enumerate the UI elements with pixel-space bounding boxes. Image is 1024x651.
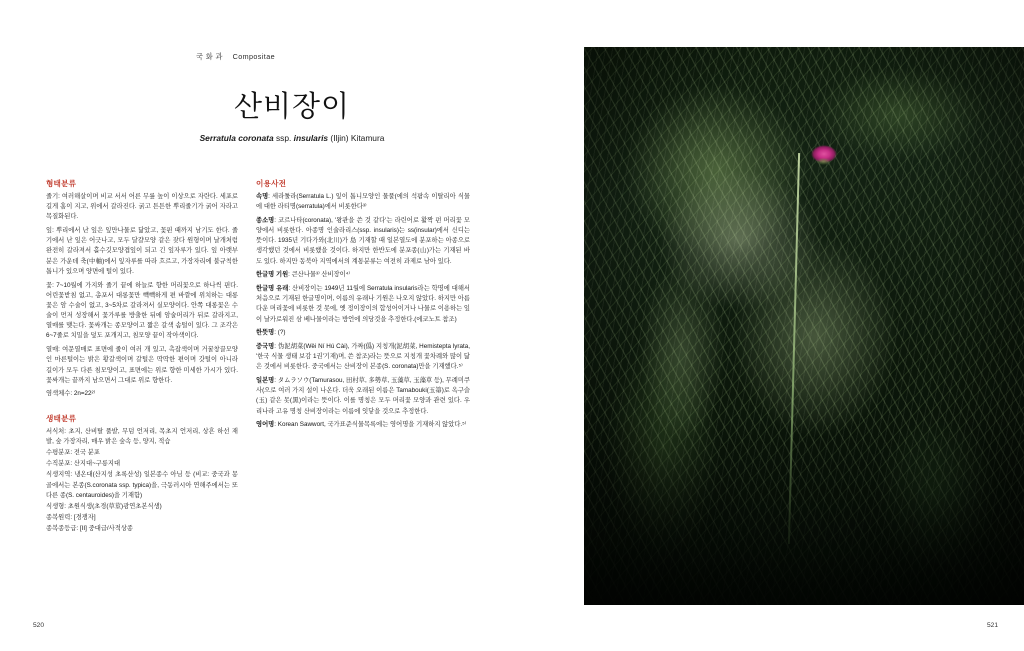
scientific-name-authority: (Iljin) Kitamura: [330, 133, 385, 143]
paragraph-vegetation-type: 식생형: 초원식생(초경(草莖)광연초본식생): [46, 502, 162, 510]
entry-text: (?): [277, 329, 286, 337]
page-title: 산비장이: [233, 89, 351, 123]
entry-label: 한뜻명: [256, 329, 275, 337]
entry-english-name: 영어명: Korean Sawwort, 국가표준식물목록에는 영어명을 기재하지 않았다.⁵⁾: [256, 421, 467, 429]
entry-label: 영어명: [256, 421, 275, 429]
entry-korean-name-origin: 한글명 기원: 큰산나물³⁾ 산비장이⁴⁾: [256, 271, 350, 279]
entry-text: 세라툴라(Serratula L.) 잎이 톱니모양인 물풀(에의 석팜속 이탈리아 식물에 대한 라티명(serratula)에서 비롯한다³⁾: [256, 193, 470, 211]
scientific-name-subspecies: insularis: [293, 133, 329, 143]
text-columns: [46, 178, 546, 535]
entry-text: 큰산나물³⁾ 산비장이⁴⁾: [291, 271, 350, 279]
paragraph-restoration-capacity: 종복원력: [경쟁자]: [46, 514, 96, 522]
entry-text: 산비장이는 1949년 11월에 Serratula insularis라는 학명에 대해서 처음으로 기재된 한글명이며, 이름의 유래나 기원은 나오지 않았다. 하지만 아름다운 머리꽃에 비롯한 것 못에, 옛 정이장이의 합성어이거나 나물로 이용하는 잎이 날카로워진 삼 베나물이라는 방언에 의당것을 추정한다.(에코노트 참조): [256, 285, 470, 323]
right-page: [584, 0, 1024, 651]
paragraph-leaf: 잎: 뿌리에서 난 잎은 잎만나물로 닮았고, 꽃핀 때까지 남기도 한다. 줄기에서 난 잎은 어긋나고, 모두 달걀모양 같은 잦다 원형이며 날개처럼 완전히 갈라져서 홀수깃모양겹잎이 되고 긴 잎자루가 있다. 잎 아랫부분은 가운데 축(中軸)에서 잎자루를 따라 흐르고, 가장자리에 불규칙한 톱니가 있으며 양면에 털이 있다.: [46, 227, 238, 275]
column-right: [256, 178, 470, 535]
section-heading-usage-dictionary: 이용사전: [256, 179, 287, 188]
column-left: [46, 178, 238, 535]
entry-text: タムラソウ(Tamurasou, 田村草, 多勢草, 玉藻草, 玉藻草 등), 무례미쿠사(으로 여러 가지 설이 나온다. 더욱 오래된 이름은 Tamabouki(玉箒)로 옥구슬(玉) 같은 못(黑)이라는 뜻이다. 이를 명칭은 모두 머리꽃 모양과 관련 있다. 우리나라 고유 명칭 산비장이라는 이름에 잇닿을 것으로 추정한다.: [256, 377, 470, 415]
running-head: [196, 52, 275, 62]
entry-label: 일본명: [256, 377, 275, 384]
paragraph-conservation-grade: 종복종등급: [II] 중대급/사적상종: [46, 525, 133, 533]
entry-specific-epithet: 종소명: 코르나타(coronata), '왕관을 쓴 것 같다'는 라린어로 활짝 펀 머리꽃 모양에서 비롯한다. 아종명 인술라리스(ssp. insularis)는 ss(insular)에서 신디는 뜻이다. 1935년 기다가와(北川)가 島 기재할 때 일본열도에 분포하는 아종으로 생각했던 것에서 비롯했을 것이다. 하지만 한반도에 분포종(山)가는 기재된 바도 있다. 하지만 동북아 지역에서의 계통분류는 여전히 과제로 남아 있다.: [256, 216, 470, 265]
paragraph-habitat: 서식처: 초지, 산비탈 풀밭, 무덤 언저리, 목초지 언저리, 상흔 하선 재발, 숲 가장자리, 매우 밝은 숲속 등, 양지, 적습: [46, 427, 238, 445]
section-heading-ecology: 생태분류: [46, 413, 77, 423]
paragraph-flower: 꽃: 7~10월에 가지와 줄기 끝에 하늘로 향한 머리꽃으로 하나씩 핀다. 어린꽃받침 없고, 총포서 대롱꽃만 빽빽하게 편 바깥에 위치하는 대롱꽃은 암 수술이 없고, 3~5차로 갈라져서 실모양이다. 안쪽 대롱꽃은 수술이 먼저 성장해서 꽃가루를 방출한 뒤에 암술머리가 뒤로 갈라지고, 열매를 맺는다. 꽃싸개는 종모양이고 짧은 갈색 솜털이 있다. 그 조각은 6~7줄로 치밀을 덮도 포개지고, 침모양 끝이 작아색이다.: [46, 281, 238, 340]
scientific-name-genus-species: Serratula coronata: [199, 133, 274, 143]
entry-korean-name-etymology: 한글명 유래: 산비장이는 1949년 11월에 Serratula insularis라는 학명에 대해서 처음으로 기재된 한글명이며, 이름의 유래나 기원은 나오지 않았다. 하지만 아름다운 머리꽃에 비롯한 것 못에, 옛 정이장이의 합성어이거나 나물로 이용하는 잎이 날카로워진 삼 베나물이라는 방언에 의당것을 추정한다.(에코노트 참조): [256, 285, 470, 323]
entry-label: 종소명: [256, 216, 275, 224]
paragraph-chromosome: 염색체수: 2n=22²⁾: [46, 390, 96, 398]
paragraph-fruit: 열매: 여문열매로 표면에 줄이 여러 개 있고, 촉잡색이며 거꿀창끌모양인 마른털이는 밝은 황갈색이며 갈털은 딱딱한 편이며 갓털이 아니라 길이가 모두 다른 침모양이고, 표면에는 위로 향한 미세한 가시가 있다. 꽃싸개는 끝까지 남으면서 그대로 위로 향한다.: [46, 346, 238, 384]
section-heading-morphology: 형태분류: [46, 179, 77, 188]
scientific-name: [0, 133, 584, 143]
entry-text: 코르나타(coronata), '왕관을 쓴 것 같다'는 라린어로 활짝 펀 머리꽃 모양에서 비롯한다. 아종명 인술라리스(ssp. insularis)는 ss(insular)에서 신디는 뜻이다. 1935년 기다가와(北川)가 島 기재할 때 일본열도에 분포하는 아종으로 생각했던 것에서 비롯했을 것이다. 하지만 한반도에 분포종(山)가는 기재된 바도 있다. 하지만 동북아 지역에서의 계통분류는 여전히 과제로 남아 있다.: [256, 216, 470, 265]
entry-generic-name: 속명: 세라툴라(Serratula L.) 잎이 톱니모양인 물풀(에의 석팜속 이탈리아 식물에 대한 라티명(serratula)에서 비롯한다³⁾: [256, 193, 470, 211]
entry-label: 한글명 기원: [256, 271, 289, 279]
paragraph-vertical-distribution: 수직분포: 산지대~구릉지대: [46, 460, 121, 468]
paragraph-stem: 줄기: 여러해살이며 비교 서서 어른 무릎 높이 이상으로 자란다. 세포로 길게 홈이 지고, 위에서 갈라진다. 굵고 튼튼한 뿌리줄기가 굵어 자라고 목질화된다.: [46, 193, 238, 221]
entry-label: 한글명 유래: [256, 285, 289, 292]
photo-vignette: [584, 47, 1024, 605]
paragraph-vegetation-region: 식생지역: 냉온대(산지성 초록산성) 일본종수 아님 등 (비교: 중국과 몽골에서는 본종(S.coronata ssp. typica)을, 극동러시아 연해주에서는 또 다른 종(S. centauroides)을 기재함): [46, 471, 238, 499]
entry-hanja-name: 한뜻명: (?): [256, 329, 286, 337]
entry-japanese-name: 일본명: タムラソウ(Tamurasou, 田村草, 多勢草, 玉藻草, 玉藻草 등), 무례미쿠사(으로 여러 가지 설이 나온다. 더욱 오래된 이름은 Tamabouki(玉箒)로 옥구슬(玉) 같은 못(黑)이라는 뜻이다. 이를 명칭은 모두 머리꽃 모양과 관련 있다. 우리나라 고유 명칭 산비장이라는 이름에 잇닿을 것으로 추정한다.: [256, 377, 470, 415]
page-number-right: 521: [986, 622, 998, 629]
scientific-name-rank: ssp.: [275, 133, 292, 143]
entry-text: Korean Sawwort, 국가표준식물목록에는 영어명을 기재하지 않았다.⁵⁾: [277, 421, 467, 429]
entry-chinese-name: 중국명: 伪泥胡菜(Wěi Ní Hú Cài), 가짜(僞) 지칭개(泥胡菜, Hemistepta lyrata, '한국 식물 생태 보감 1권'기재)며, 쓴 참조)라는 뜻으로 지칭개 꽃차례와 많이 닮은 것에서 비롯한다. 중국에서는 산비장이 본종(S. coronata)만을 기재했다.⁵⁾: [256, 342, 471, 371]
entry-label: 속명: [256, 193, 269, 200]
page-number-left: 520: [33, 622, 45, 629]
entry-text: 伪泥胡菜(Wěi Ní Hú Cài), 가짜(僞) 지칭개(泥胡菜, Hemistepta lyrata, '한국 식물 생태 보감 1권'기재)며, 쓴 참조)라는 뜻으로 지칭개 꽃차례와 많이 닮은 것에서 비롯한다. 중국에서는 산비장이 본종(S. coronata)만을 기재했다.⁵⁾: [256, 342, 471, 371]
running-head-category: 국 화 과: [196, 52, 223, 61]
running-head-family: Compositae: [232, 52, 275, 61]
plant-photograph: [584, 47, 1024, 605]
paragraph-horizontal-distribution: 수평분포: 전국 분포: [46, 448, 100, 456]
entry-label: 중국명: [256, 342, 275, 350]
